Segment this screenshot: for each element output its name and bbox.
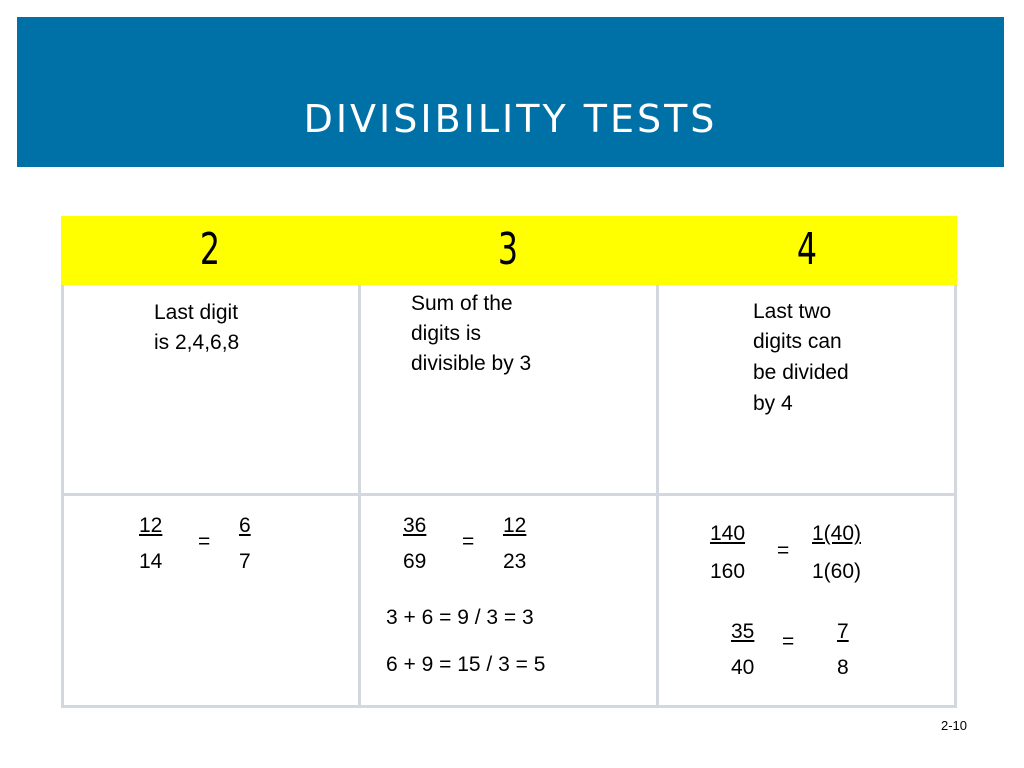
slide-title: DIVISIBILITY TESTS [303, 97, 718, 141]
example-3-denominator: 69 [403, 550, 427, 573]
example-4a-numerator: 140 [710, 522, 746, 545]
header-divisor-2: 2 [199, 224, 221, 275]
example-3-result-numerator: 12 [503, 514, 527, 537]
example-2-numerator: 12 [139, 514, 163, 537]
example-3-result-denominator: 23 [503, 550, 527, 573]
example-4a-result-numerator: 1(40) [812, 522, 862, 545]
example-4b-numerator: 35 [731, 620, 755, 643]
header-divisor-4: 4 [796, 224, 818, 275]
rule-4-line-4: by 4 [753, 392, 793, 415]
rule-4-line-2: digits can [753, 330, 842, 353]
example-2-result-numerator: 6 [239, 514, 251, 537]
example-3-numerator: 36 [403, 514, 427, 537]
rule-3-line-1: Sum of the [411, 292, 513, 315]
table-border-right [954, 285, 957, 708]
example-4a-equals: = [777, 539, 790, 562]
table-row-divider [61, 493, 957, 496]
rule-3-line-3: divisible by 3 [411, 352, 532, 375]
table-header-row [61, 216, 957, 285]
table-border-bottom [61, 705, 957, 708]
example-3-work-line-2: 6 + 9 = 15 / 3 = 5 [386, 653, 546, 676]
divisibility-table [61, 216, 957, 708]
example-4b-equals: = [782, 630, 795, 653]
example-4b-result-denominator: 8 [837, 656, 849, 679]
rule-4-line-3: be divided [753, 361, 849, 384]
rule-2-line-2: is 2,4,6,8 [154, 331, 240, 354]
header-divisor-3: 3 [497, 224, 519, 275]
table-divider-1 [358, 285, 361, 708]
example-2-result-denominator: 7 [239, 550, 251, 573]
example-4a-denominator: 160 [710, 560, 746, 583]
page-number: 2-10 [941, 718, 968, 733]
rule-4-line-1: Last two [753, 300, 832, 323]
table-border-left [61, 285, 64, 708]
example-4b-result-numerator: 7 [837, 620, 849, 643]
example-3-equals: = [462, 530, 475, 553]
title-bar [17, 17, 1004, 167]
rule-3-line-2: digits is [411, 322, 482, 345]
table-divider-2 [656, 285, 659, 708]
example-3-work-line-1: 3 + 6 = 9 / 3 = 3 [386, 606, 534, 629]
example-2-denominator: 14 [139, 550, 163, 573]
rule-2-line-1: Last digit [154, 301, 239, 324]
example-4b-denominator: 40 [731, 656, 755, 679]
example-4a-result-denominator: 1(60) [812, 560, 862, 583]
example-2-equals: = [198, 530, 211, 553]
